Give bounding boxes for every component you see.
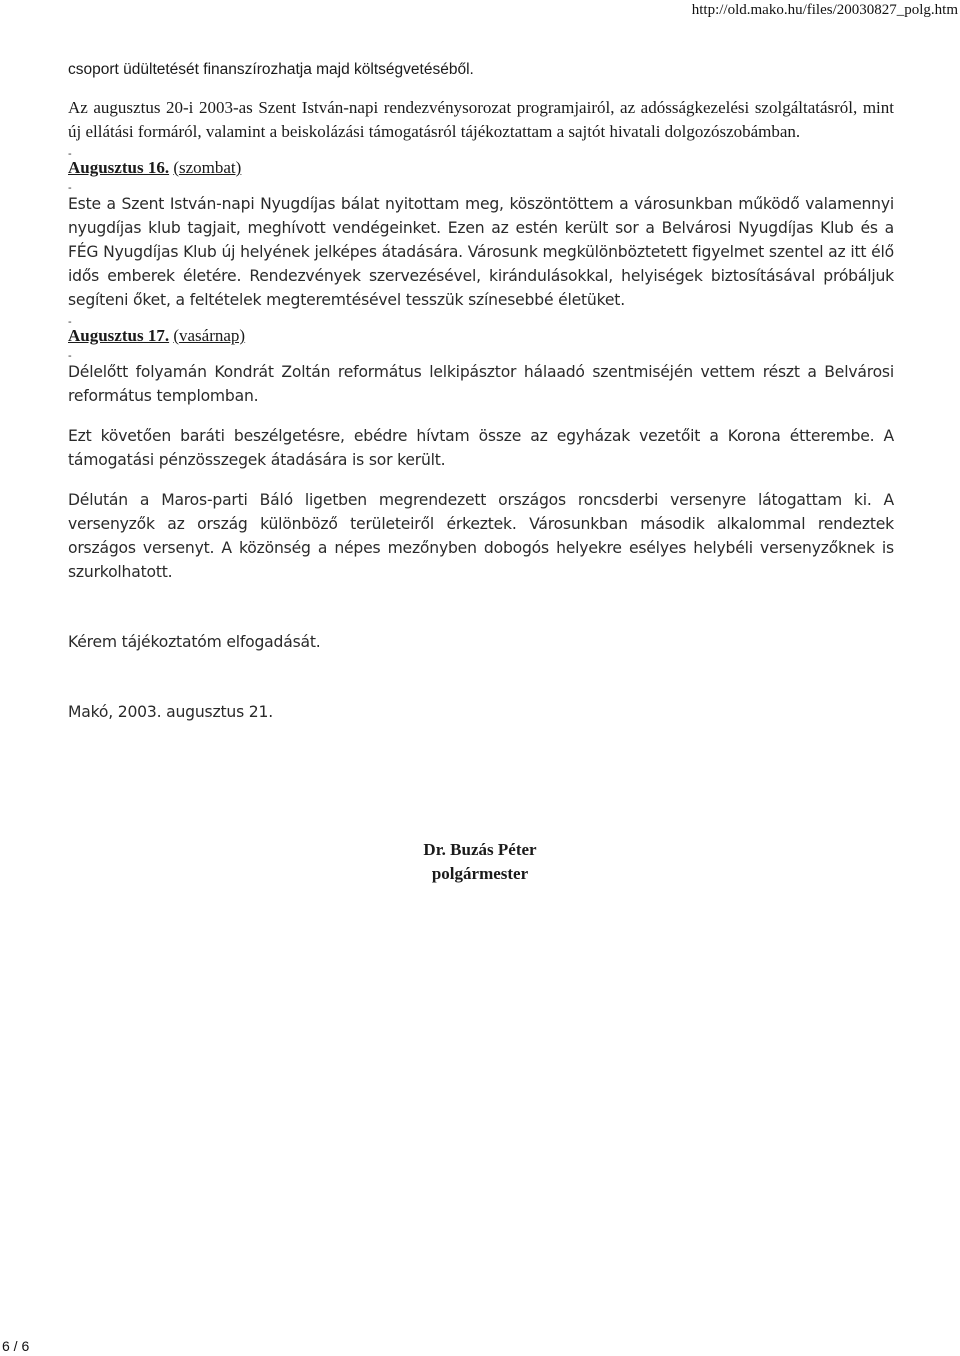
closing-request: Kérem tájékoztatóm elfogadását. [68, 633, 321, 651]
paragraph-pensioners-ball: Este a Szent István-napi Nyugdíjas bálat nyitottam meg, köszöntöttem a városunkban működő valamennyi nyugdíjas klub tagjait, meghívott vendégeinket. Ezen az estén került sor a Belvárosi Nyugdíjas Klub és a FÉG Nyugdíjas Klub új helyének jelképes átadására. Városunk megkülönböztetett figyelmet szentel az itt élő idős emberek életére. Rendezvények szervezésével, kirándulásokkal, helyiségek biztosításával próbáljuk segíteni őket, a feltételek megteremtésével tesszük színesebbé életüket. [68, 195, 894, 309]
paragraph-lunch: Ezt követően baráti beszélgetésre, ebédre hívtam össze az egyházak vezetőit a Korona étterembe. A támogatási pénzösszegek átadására is sor került. [68, 427, 894, 469]
weekday-label: (szombat) [173, 158, 242, 177]
page-url-header: http://old.mako.hu/files/20030827_polg.htm [691, 2, 958, 18]
date-label: Augusztus 17. [68, 326, 170, 345]
signature-name: Dr. Buzás Péter [423, 840, 537, 859]
list-dash: - [68, 148, 72, 160]
list-dash: - [68, 316, 72, 328]
list-dash: - [68, 350, 72, 362]
weekday-label: (vasárnap) [173, 326, 246, 345]
paragraph-church-service: Délelőtt folyamán Kondrát Zoltán református lelkipásztor hálaadó szentmiséjén vettem részt a Belvárosi református templomban. [68, 363, 894, 405]
document-body [68, 58, 894, 724]
paragraph-press-briefing: Az augusztus 20-i 2003-as Szent István-napi rendezvénysorozat programjairól, az adósságkezelési szolgáltatásról, mint új ellátási formáról, valamint a beiskolázási támogatásról tájékoztattam a sajtót hivatali dolgozószobámban. [68, 98, 894, 141]
paragraph-continuation: csoport üdültetését finanszírozhatja majd költségvetéséből. [68, 61, 474, 78]
page-number: 6 / 6 [2, 1338, 30, 1354]
paragraph-demolition-derby: Délután a Maros-parti Báló ligetben megrendezett országos roncsderbi versenyre látogattam ki. A versenyzők az ország különböző területeiről érkeztek. Városunkban második alkalommal rendeztek országos versenyt. A közönség a népes mezőnyben dobogós helyekre esélyes helybéli versenyzőknek is szurkolhatott. [68, 491, 894, 581]
signature-title: polgármester [431, 864, 529, 883]
signature-block [0, 838, 960, 886]
date-label: Augusztus 16. [68, 158, 170, 177]
date-heading-aug16 [68, 158, 894, 178]
list-dash: - [68, 182, 72, 194]
date-heading-aug17 [68, 326, 894, 346]
place-and-date: Makó, 2003. augusztus 21. [68, 703, 273, 721]
